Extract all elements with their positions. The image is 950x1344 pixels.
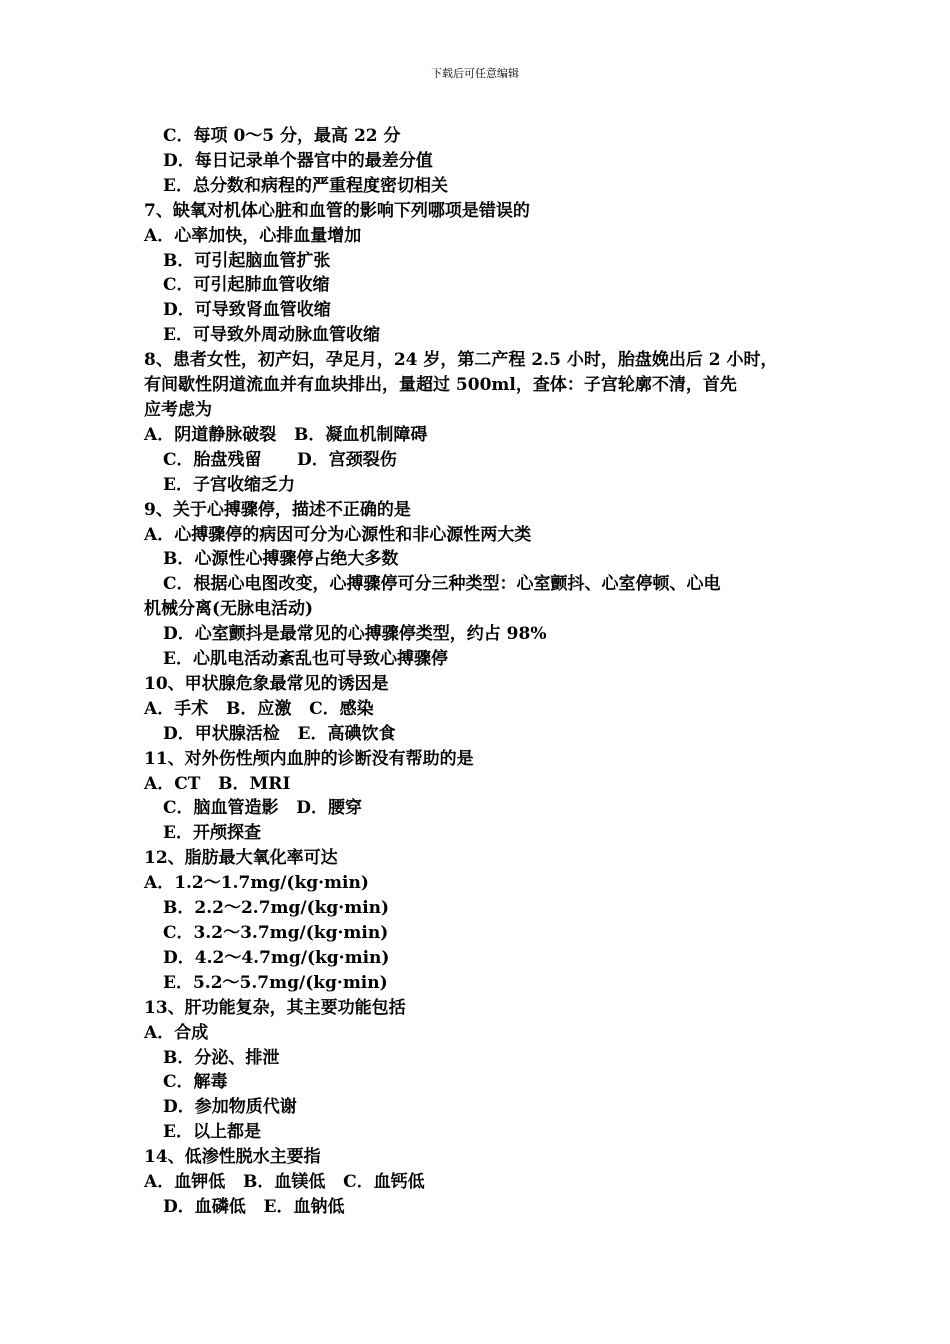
question-8: 8、患者女性，初产妇，孕足月，24 岁，第二产程 2.5 小时，胎盘娩出后 2 小时， [144, 350, 778, 371]
option-line: C．胎盘残留 D．宫颈裂伤 [163, 449, 397, 470]
option-line: A．1.2～1.7mg/(kg·min) [144, 873, 369, 894]
option-line: C．每项 0～5 分，最高 22 分 [163, 126, 401, 146]
question-10: 10、甲状腺危象最常见的诱因是 [144, 673, 389, 694]
option-line: D．参加物质代谢 [163, 1097, 297, 1118]
question-8-continued: 有间歇性阴道流血并有血块排出，量超过 500ml，查体：子宫轮廓不清，首先 [144, 375, 737, 396]
option-line: C．根据心电图改变，心搏骤停可分三种类型：心室颤抖、心室停顿、心电 [163, 574, 721, 595]
question-7: 7、缺氧对机体心脏和血管的影响下列哪项是错误的 [144, 200, 530, 221]
option-line: E．开颅探查 [163, 823, 261, 844]
option-line: D．甲状腺活检 E．高碘饮食 [163, 723, 396, 744]
question-12: 12、脂肪最大氧化率可达 [144, 848, 338, 869]
option-line: C．3.2～3.7mg/(kg·min) [163, 923, 389, 943]
option-line: C．可引起肺血管收缩 [163, 275, 330, 296]
question-11: 11、对外伤性颅内血肿的诊断没有帮助的是 [144, 748, 474, 769]
option-line: D．可导致肾血管收缩 [163, 300, 331, 321]
option-line: A．CT B．MRI [144, 773, 291, 794]
page-header-note: 下载后可任意编辑 [431, 67, 519, 80]
option-line: A．心搏骤停的病因可分为心源性和非心源性两大类 [144, 524, 532, 545]
option-line: E．总分数和病程的严重程度密切相关 [163, 175, 448, 196]
question-8-continued: 应考虑为 [144, 399, 212, 420]
option-line: B．可引起脑血管扩张 [163, 250, 331, 271]
option-line: D．4.2～4.7mg/(kg·min) [163, 947, 390, 968]
document-body [144, 124, 824, 1220]
option-line: A．阴道静脉破裂 B．凝血机制障碍 [144, 424, 428, 445]
question-13: 13、肝功能复杂，其主要功能包括 [144, 997, 406, 1018]
option-line: C．解毒 [163, 1072, 228, 1093]
option-line: E．5.2～5.7mg/(kg·min) [163, 972, 388, 993]
option-line: E．以上都是 [163, 1122, 261, 1143]
question-14: 14、低渗性脱水主要指 [144, 1147, 321, 1168]
option-line: B．心源性心搏骤停占绝大多数 [163, 549, 399, 570]
option-line: A．手术 B．应激 C．感染 [144, 698, 374, 719]
question-9: 9、关于心搏骤停，描述不正确的是 [144, 499, 411, 520]
option-line-continued: 机械分离(无脉电活动) [144, 599, 314, 620]
option-line: E．子宫收缩乏力 [163, 474, 295, 495]
option-line: E．可导致外周动脉血管收缩 [163, 325, 380, 346]
option-line: E．心肌电活动紊乱也可导致心搏骤停 [163, 649, 448, 670]
option-line: B．2.2～2.7mg/(kg·min) [163, 898, 390, 919]
option-line: A．合成 [144, 1022, 209, 1043]
option-line: A．心率加快，心排血量增加 [144, 225, 362, 246]
option-line: D．血磷低 E．血钠低 [163, 1196, 345, 1217]
option-line: C．脑血管造影 D．腰穿 [163, 798, 363, 819]
option-line: D．心室颤抖是最常见的心搏骤停类型，约占 98% [163, 624, 547, 645]
option-line: B．分泌、排泄 [163, 1047, 280, 1068]
option-line: A．血钾低 B．血镁低 C．血钙低 [144, 1172, 425, 1193]
option-line: D．每日记录单个器官中的最差分值 [163, 150, 433, 171]
